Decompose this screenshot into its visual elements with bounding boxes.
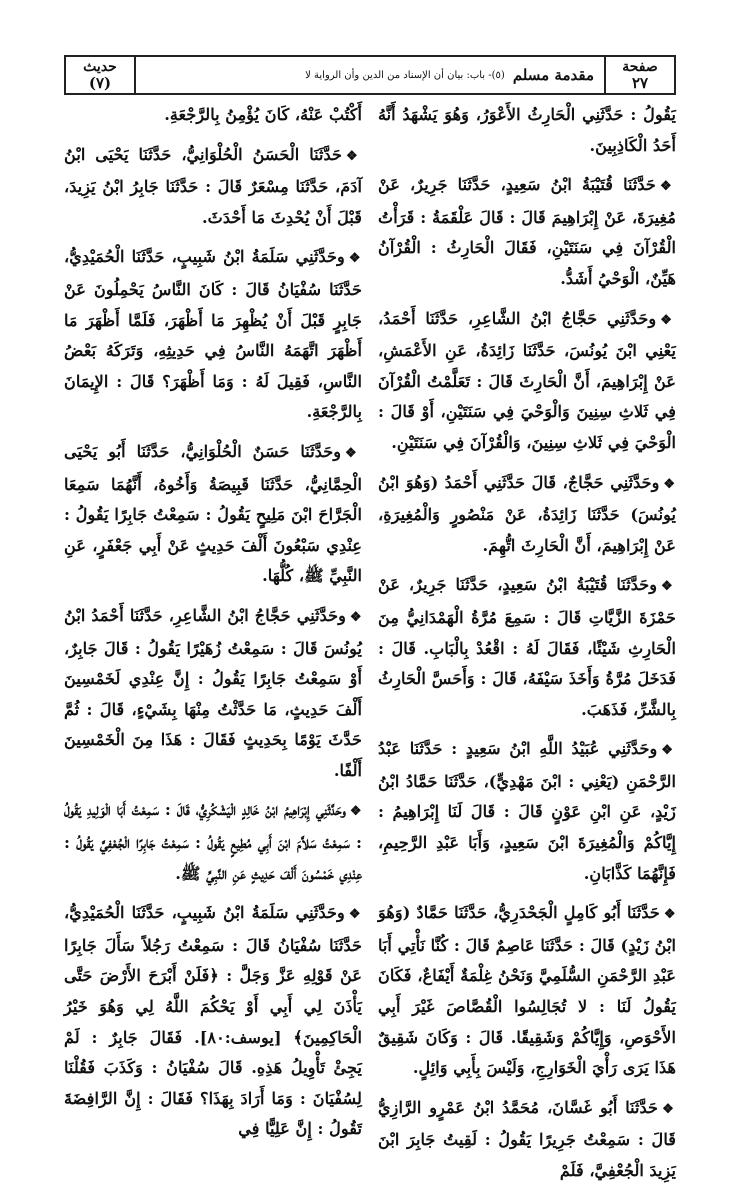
paragraph: ❖حَدَّثَنَا الْحَسَنُ الْحُلْوَانِيُّ، حَدَّثَنَا يَحْيَى ابْنُ آدَمَ، حَدَّثَنَا مِسْعَرٌ قَالَ : حَدَّثَنَا جَابِرُ ابْنُ يَزِيدَ، قَبْلَ أَنْ يُحْدِثَ مَا أَحْدَثَ. (64, 144, 363, 227)
diamond-icon: ❖ (662, 1101, 676, 1117)
right-column (378, 100, 677, 1180)
header-title-area (136, 57, 604, 93)
page-number: ٢٧ (631, 73, 649, 92)
hadith-label: حديث (83, 58, 117, 75)
diamond-icon: ❖ (661, 743, 676, 759)
paragraph: يَقُولُ : حَدَّثَنِي الْحَارِثُ الأَعْوَرُ، وَهُوَ يَشْهَدُ أَنَّهُ أَحَدُ الْكَاذِبِينَ. (378, 105, 676, 155)
diamond-icon: ❖ (346, 148, 363, 164)
paragraph: ❖حَدَّثَنَا أَبُو كَامِلٍ الْجَحْدَرِيُّ، حَدَّثَنَا حَمَّادٌ (وَهُوَ ابْنُ زَيْدٍ) قَالَ : حَدَّثَنَا عَاصِمٌ قَالَ : كُنَّا نَأْتِي أَبَا عَبْدِ الرَّحْمَنِ السُّلَمِيَّ وَنَحْنُ غِلْمَةٌ أَيْفَاعٌ، فَكَانَ يَقُولُ لَنَا : لا تُجَالِسُوا الْقُصَّاصَ غَيْرَ أَبِي الأَحْوَصِ، وَإِيَّاكُمْ وَشَقِيقًا. قَالَ : وَكَانَ شَقِيقٌ هَذَا يَرَى رَأْيَ الْخَوَارِجِ، وَلَيْسَ بِأَبِي وَائِلٍ. (378, 903, 677, 1078)
page-label: صفحة (622, 58, 658, 75)
left-column (64, 100, 363, 1139)
paragraph: ❖حَدَّثَنَا قُتَيْبَةُ ابْنُ سَعِيدٍ، حَدَّثَنَا جَرِيرٌ، عَنْ مُغِيرَةَ، عَنْ إِبْرَاهِيمَ قَالَ : قَالَ عَلْقَمَةُ : قَرَأْتُ الْقُرْآنَ فِي سَنَتَيْنِ، فَقَالَ الْحَارِثُ : الْقُرْآنُ هَيِّنٌ، الْوَحْيُ أَشَدُّ. (378, 175, 677, 288)
diamond-icon: ❖ (661, 579, 677, 595)
diamond-icon: ❖ (663, 476, 676, 492)
paragraph: ❖وحَدَّثَنِي عُبَيْدُ اللَّهِ ابْنُ سَعِيدٍ : حَدَّثَنَا عَبْدُ الرَّحْمَنِ (يَعْنِي : ابْنَ مَهْدِيٍّ)، حَدَّثَنَا حَمَّادُ ابْنُ زَيْدٍ، عَنِ ابْنِ عَوْنٍ قَالَ : قَالَ لَنَا إِبْرَاهِيمُ : إِيَّاكُمْ وَالْمُغِيرَةَ ابْنَ سَعِيدٍ، وَأَبَا عَبْدِ الرَّحِيمِ، فَإِنَّهُمَا كَذَّابَانِ. (378, 739, 676, 883)
diamond-icon: ❖ (349, 804, 362, 820)
hadith-number: (٧) (88, 73, 112, 92)
paragraph: ❖وحَدَّثَنَا حَسَنٌ الْحُلْوَانِيُّ، حَدَّثَنَا أَبُو يَحْيَى الْحِمَّانِيُّ، حَدَّثَنَا قَبِيصَةُ وَأَخُوهُ، أَنَّهُمَا سَمِعَا الْجَرَّاحَ ابْنَ مَلِيحٍ يَقُولُ : سَمِعْتُ جَابِرًا يَقُولُ : عِنْدِي سَبْعُونَ أَلْفَ حَدِيثٍ عَنْ أَبِي جَعْفَرٍ، عَنِ النَّبِيِّ ﷺ، كُلُّهَا. (64, 441, 363, 586)
diamond-icon: ❖ (345, 445, 363, 461)
diamond-icon: ❖ (659, 179, 677, 195)
chapter-title: (٥)- باب: بيان أن الإسناد من الدين وأن الرواية لا (305, 69, 505, 81)
book-title: مقدمة مسلم (512, 66, 594, 84)
paragraph: ❖حَدَّثَنَا أَبُو غَسَّانَ، مُحَمَّدُ ابْنُ عَمْرٍو الرَّازِيُّ قَالَ : سَمِعْتُ جَرِيرًا يَقُولُ : لَقِيتُ جَابِرَ ابْنَ يَزِيدَ الْجُعْفِيَّ، فَلَمْ (378, 1097, 676, 1180)
page-number-box (604, 57, 674, 93)
paragraph: ❖وحَدَّثَنِي حَجَّاجٌ، قَالَ حَدَّثَنِي أَحْمَدُ (وَهُوَ ابْنُ يُونُسَ) حَدَّثَنَا زَائِدَةُ، عَنْ مَنْصُورٍ وَالْمُغِيرَةِ، عَنْ إِبْرَاهِيمَ، أَنَّ الْحَارِثَ اتُّهِمَ. (378, 472, 676, 555)
paragraph: ❖وحَدَّثَنِي حَجَّاجُ ابْنُ الشَّاعِرِ، حَدَّثَنَا أَحْمَدُ، يَعْنِي ابْنَ يُونُسَ، حَدَّثَنَا زَائِدَةُ، عَنِ الأَعْمَشِ، عَنْ إِبْرَاهِيمَ، أَنَّ الْحَارِثَ قَالَ : تَعَلَّمْتُ الْقُرْآنَ فِي ثَلاثِ سِنِينَ وَالْوَحْيَ فِي سَنَتَيْنِ، أَوْ قَالَ : الْوَحْيَ فِي ثَلاثِ سِنِينَ، وَالْقُرْآنَ فِي سَنَتَيْنِ. (378, 308, 677, 452)
paragraph: أَكْتُبْ عَنْهُ، كَانَ يُؤْمِنُ بِالرَّجْعَةِ. (164, 105, 362, 124)
page-body (64, 100, 677, 1180)
diamond-icon: ❖ (660, 312, 677, 328)
diamond-icon: ❖ (663, 907, 677, 923)
diamond-icon: ❖ (349, 609, 362, 625)
diamond-icon: ❖ (348, 907, 362, 923)
paragraph: ❖وحَدَّثَنِي إِبْرَاهِيمُ ابْنُ خَالِدٍ الْيَشْكُرِيُّ، قَالَ : سَمِعْتُ أَبَا الْوَلِيدِ يَقُولُ : سَمِعْتُ سَلاَّمَ ابْنَ أَبِي مُطِيعٍ يَقُولُ : سَمِعْتُ جَابِرًا الْجُعْفِيَّ يَقُولُ : عِنْدِي خَمْسُونَ أَلْفَ حَدِيثٍ عَنِ النَّبِيِّ ﷺ. (64, 800, 362, 883)
hadith-number-box (66, 57, 136, 93)
paragraph: ❖وحَدَّثَنِي سَلَمَةُ ابْنُ شَبِيبٍ، حَدَّثَنَا الْحُمَيْدِيُّ، حَدَّثَنَا سُفْيَانُ قَالَ : سَمِعْتُ رَجُلاً سَأَلَ جَابِرًا عَنْ قَوْلِهِ عَزَّ وَجَلَّ : ﴿فَلَنْ أَبْرَحَ الأَرْضَ حَتَّى يَأْذَنَ لِي أَبِي أَوْ يَحْكُمَ اللَّهُ لِي وَهُوَ خَيْرُ الْحَاكِمِينَ﴾ [يوسف:٨٠]. فَقَالَ جَابِرٌ : لَمْ يَجِئْ تَأْوِيلُ هَذِهِ. قَالَ سُفْيَانُ : وَكَذَبَ فَقُلْنَا لِسُفْيَانَ : وَمَا أَرَادَ بِهَذَا؟ فَقَالَ : إِنَّ الرَّافِضَةَ تَقُولُ : إِنَّ عَلِيًّا فِي (64, 903, 363, 1139)
paragraph: ❖وحَدَّثَنِي سَلَمَةُ ابْنُ شَبِيبٍ، حَدَّثَنَا الْحُمَيْدِيُّ، حَدَّثَنَا سُفْيَانُ قَالَ : كَانَ النَّاسُ يَحْمِلُونَ عَنْ جَابِرٍ قَبْلَ أَنْ يُظْهِرَ مَا أَظْهَرَ، فَلَمَّا أَظْهَرَ مَا أَظْهَرَ اتَّهَمَهُ النَّاسُ فِي حَدِيثِهِ، وَتَرَكَهُ بَعْضُ النَّاسِ، فَقِيلَ لَهُ : وَمَا أَظْهَرَ؟ قَالَ : الإِيمَانَ بِالرَّجْعَةِ. (64, 247, 362, 422)
diamond-icon: ❖ (348, 251, 362, 267)
paragraph: ❖وحَدَّثَنِي حَجَّاجُ ابْنُ الشَّاعِرِ، حَدَّثَنَا أَحْمَدُ ابْنُ يُونُسَ قَالَ : سَمِعْتُ زُهَيْرًا يَقُولُ : قَالَ جَابِرٌ، أَوْ سَمِعْتُ جَابِرًا يَقُولُ : إِنَّ عِنْدِي لَخَمْسِينَ أَلْفَ حَدِيثٍ، مَا حَدَّثْتُ مِنْهَا بِشَيْءٍ، قَالَ : ثُمَّ حَدَّثَ يَوْمًا بِحَدِيثٍ فَقَالَ : هَذَا مِنَ الْخَمْسِينَ أَلْفًا. (64, 605, 362, 780)
paragraph: ❖وحَدَّثَنَا قُتَيْبَةُ ابْنُ سَعِيدٍ، حَدَّثَنَا جَرِيرٌ، عَنْ حَمْزَةَ الزَّيَّاتِ قَالَ : سَمِعَ مُرَّةُ الْهَمْدَانِيُّ مِنَ الْحَارِثِ شَيْئًا، فَقَالَ لَهُ : اقْعُدْ بِالْبَابِ. قَالَ : فَدَخَلَ مُرَّةُ وَأَخَذَ سَيْفَهُ، قَالَ : وَأَحَسَّ الْحَارِثُ بِالشَّرِّ، فَذَهَبَ. (378, 575, 677, 719)
page-header (64, 55, 676, 95)
